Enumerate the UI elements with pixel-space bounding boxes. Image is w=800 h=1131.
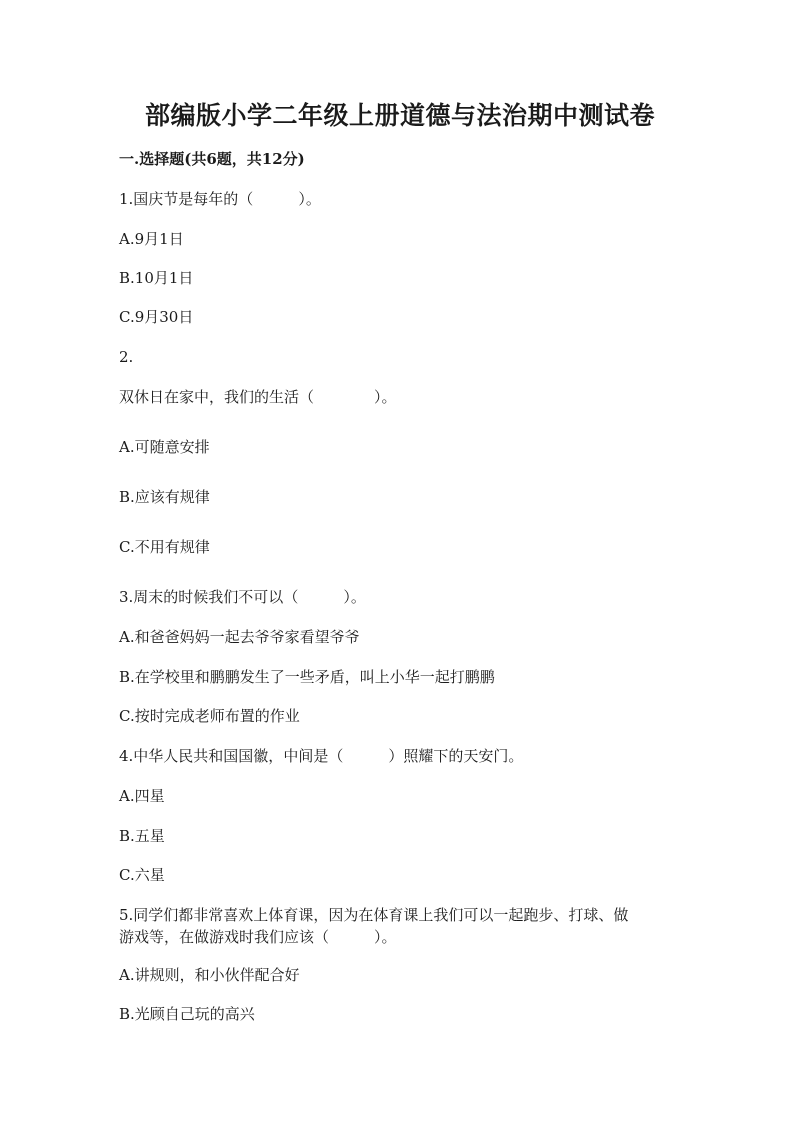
question-5-option-b: B.光顾自己玩的高兴 — [119, 1005, 255, 1023]
question-5-stem-line-1: 5.同学们都非常喜欢上体育课，因为在体育课上我们可以一起跑步、打球、做 — [119, 906, 629, 924]
question-4-option-c: C.六星 — [119, 866, 165, 884]
question-1-stem: 1.国庆节是每年的（ ）。 — [119, 190, 321, 208]
question-3-option-b: B.在学校里和鹏鹏发生了一些矛盾，叫上小华一起打鹏鹏 — [119, 668, 495, 686]
question-2-stem: 双休日在家中，我们的生活（ ）。 — [119, 388, 397, 406]
exam-title: 部编版小学二年级上册道德与法治期中测试卷 — [144, 101, 655, 130]
question-5-option-a: A.讲规则，和小伙伴配合好 — [119, 966, 300, 984]
section-heading: 一.选择题(共6题，共12分) — [119, 150, 305, 168]
question-5-stem-line-2: 游戏等，在做游戏时我们应该（ ）。 — [119, 928, 397, 946]
question-4-option-b: B.五星 — [119, 827, 165, 845]
question-2-option-c: C.不用有规律 — [119, 538, 210, 556]
question-2-option-b: B.应该有规律 — [119, 488, 210, 506]
question-4-option-a: A.四星 — [119, 787, 165, 805]
question-1-option-b: B.10月1日 — [119, 269, 194, 287]
question-4-stem: 4.中华人民共和国国徽，中间是（ ）照耀下的天安门。 — [119, 747, 524, 765]
question-1-option-a: A.9月1日 — [119, 230, 184, 248]
question-2-option-a: A.可随意安排 — [119, 438, 210, 456]
question-3-option-a: A.和爸爸妈妈一起去爷爷家看望爷爷 — [119, 628, 360, 646]
question-3-stem: 3.周末的时候我们不可以（ ）。 — [119, 588, 366, 606]
question-3-option-c: C.按时完成老师布置的作业 — [119, 707, 300, 725]
question-1-option-c: C.9月30日 — [119, 308, 194, 326]
question-2-number: 2. — [119, 348, 134, 366]
